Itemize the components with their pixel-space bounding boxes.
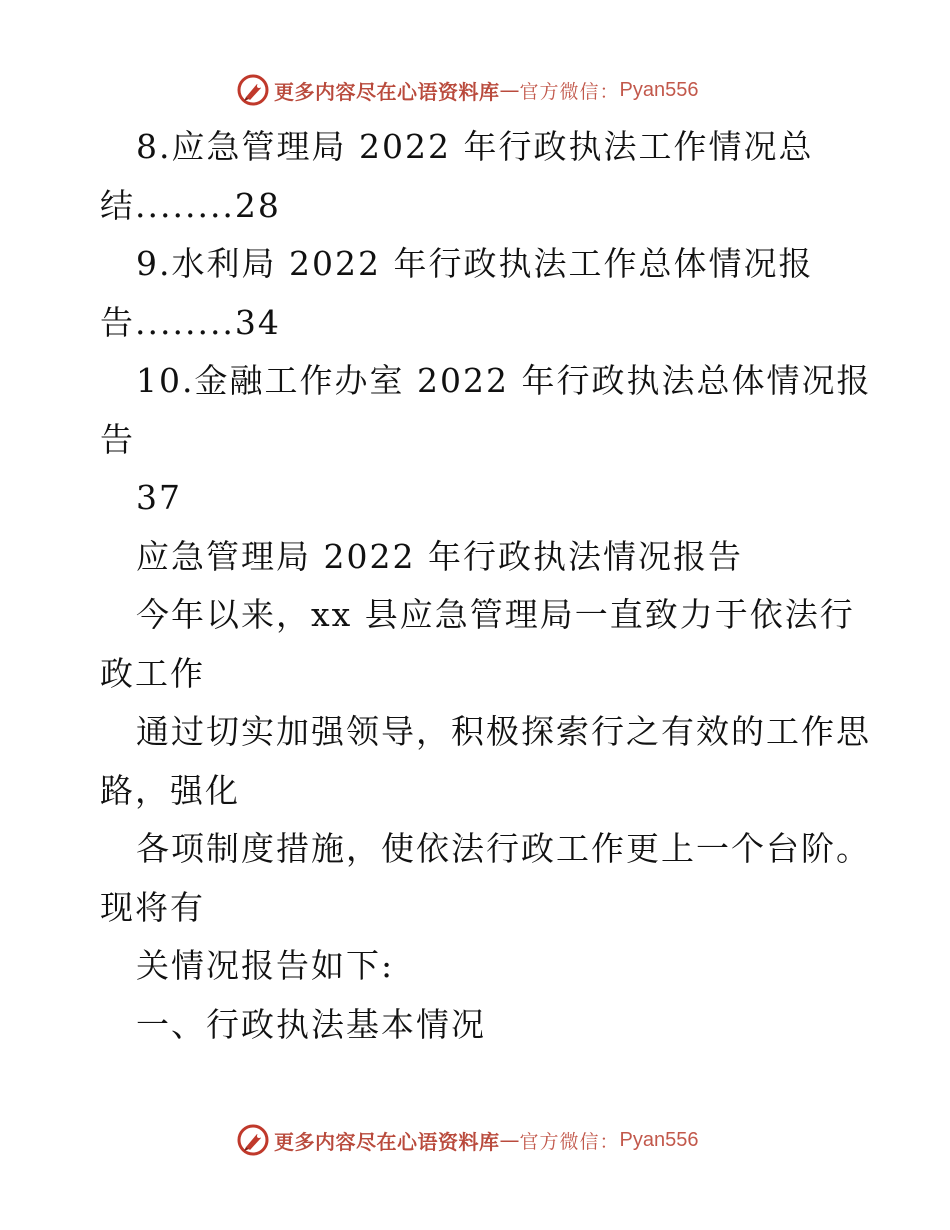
paragraph-line: 通过切实加强领导，积极探索行之有效的工作思	[136, 712, 871, 751]
paragraph-line: 现将有	[100, 887, 205, 927]
document-body	[0, 118, 950, 1054]
header-watermark	[236, 72, 698, 108]
paragraph-line: 关情况报告如下:	[136, 946, 395, 985]
watermark-wechat-id: Pyan556	[619, 78, 699, 101]
paragraph-line: 今年以来，xx 县应急管理局一直致力于依法行	[136, 595, 855, 634]
watermark-main-text: 更多内容尽在心语资料库	[274, 79, 500, 104]
watermark-dash: —	[499, 78, 520, 102]
paragraph-line: 政工作	[100, 653, 205, 693]
paragraph-line: 各项制度措施，使依法行政工作更上一个台阶。	[136, 829, 871, 868]
toc-entry-10: 10.金融工作办室 2022 年行政执法总体情况报	[136, 361, 872, 400]
toc-entry-9: 9.水利局 2022 年行政执法工作总体情况报	[136, 244, 814, 283]
watermark-dash: —	[499, 1128, 520, 1152]
section-title: 应急管理局 2022 年行政执法情况报告	[136, 536, 743, 576]
watermark-main-text: 更多内容尽在心语资料库	[274, 1129, 500, 1154]
watermark-sub-text: 官方微信：	[519, 80, 620, 103]
footer-watermark	[236, 1122, 698, 1158]
toc-entry-8: 8.应急管理局 2022 年行政执法工作情况总	[136, 127, 814, 166]
watermark-wechat-id: Pyan556	[619, 1128, 699, 1151]
toc-entry-10-page: 37	[136, 478, 182, 517]
pen-logo-icon	[236, 73, 270, 107]
pen-logo-icon	[236, 1123, 270, 1157]
paragraph-line: 路，强化	[100, 770, 240, 810]
toc-entry-10-continued: 告	[100, 419, 135, 459]
subsection-heading: 一、行政执法基本情况	[136, 1004, 486, 1044]
watermark-sub-text: 官方微信：	[519, 1130, 620, 1153]
toc-entry-8-continued: 结........28	[100, 185, 281, 225]
toc-entry-9-continued: 告........34	[100, 302, 281, 342]
